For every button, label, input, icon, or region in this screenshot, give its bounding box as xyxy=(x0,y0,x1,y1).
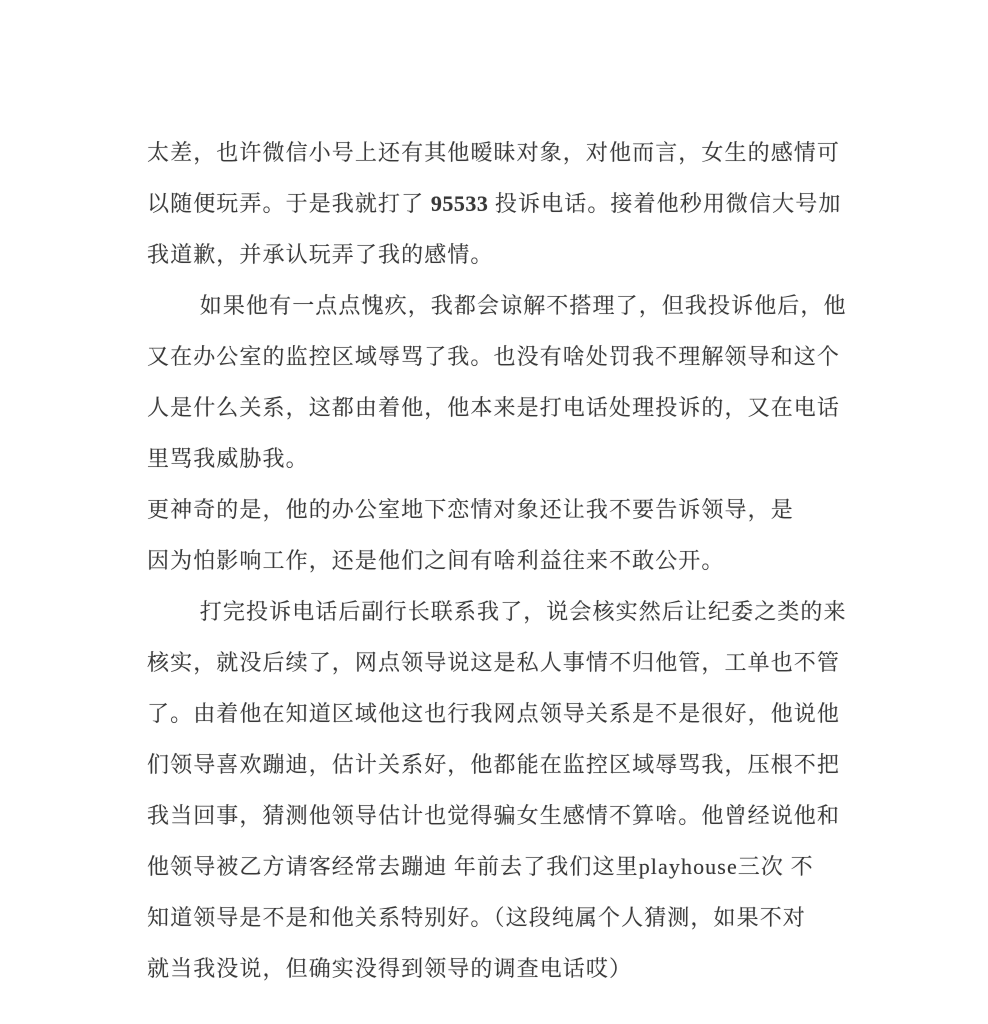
text-line: 我当回事，猜测他领导估计也觉得骗女生感情不算啥。他曾经说他和 xyxy=(147,803,841,828)
text-segment: 以随便玩弄。于是我就打了 xyxy=(147,191,431,216)
text-line: 人是什么关系，这都由着他，他本来是打电话处理投诉的，又在电话 xyxy=(147,395,841,420)
text-line: 太差，也许微信小号上还有其他暧昧对象，对他而言，女生的感情可 xyxy=(147,140,841,165)
text-line: 因为怕影响工作，还是他们之间有啥利益往来不敢公开。 xyxy=(147,548,725,573)
text-line: 了。由着他在知道区域他这也行我网点领导关系是不是很好，他说他 xyxy=(147,701,841,726)
text-line: 就当我没说，但确实没得到领导的调查电话哎） xyxy=(147,956,633,981)
text-line: 知道领导是不是和他关系特别好。（这段纯属个人猜测，如果不对 xyxy=(147,905,806,930)
document-text-block xyxy=(147,127,863,994)
text-line: 里骂我威胁我。 xyxy=(147,446,309,471)
text-line: 他领导被乙方请客经常去蹦迪 年前去了我们这里playhouse三次 不 xyxy=(147,854,814,879)
text-line: 们领导喜欢蹦迪，估计关系好，他都能在监控区域辱骂我，压根不把 xyxy=(147,752,841,777)
complaint-hotline-number: 95533 xyxy=(430,191,489,216)
paragraph-start-line: 更神奇的是，他的办公室地下恋情对象还让我不要告诉领导，是 xyxy=(147,497,794,522)
paragraph-start-line: 打完投诉电话后副行长联系我了，说会核实然后让纪委之类的来 xyxy=(199,599,847,624)
text-line: 又在办公室的监控区域辱骂了我。也没有啥处罚我不理解领导和这个 xyxy=(147,344,841,369)
text-line xyxy=(147,178,863,229)
paragraph-start-line: 如果他有一点点愧疚，我都会谅解不搭理了，但我投诉他后，他 xyxy=(199,293,847,318)
text-line: 我道歉，并承认玩弄了我的感情。 xyxy=(147,242,494,267)
text-line: 核实，就没后续了，网点领导说这是私人事情不归他管，工单也不管 xyxy=(147,650,841,675)
text-segment: 投诉电话。接着他秒用微信大号加 xyxy=(488,191,842,216)
